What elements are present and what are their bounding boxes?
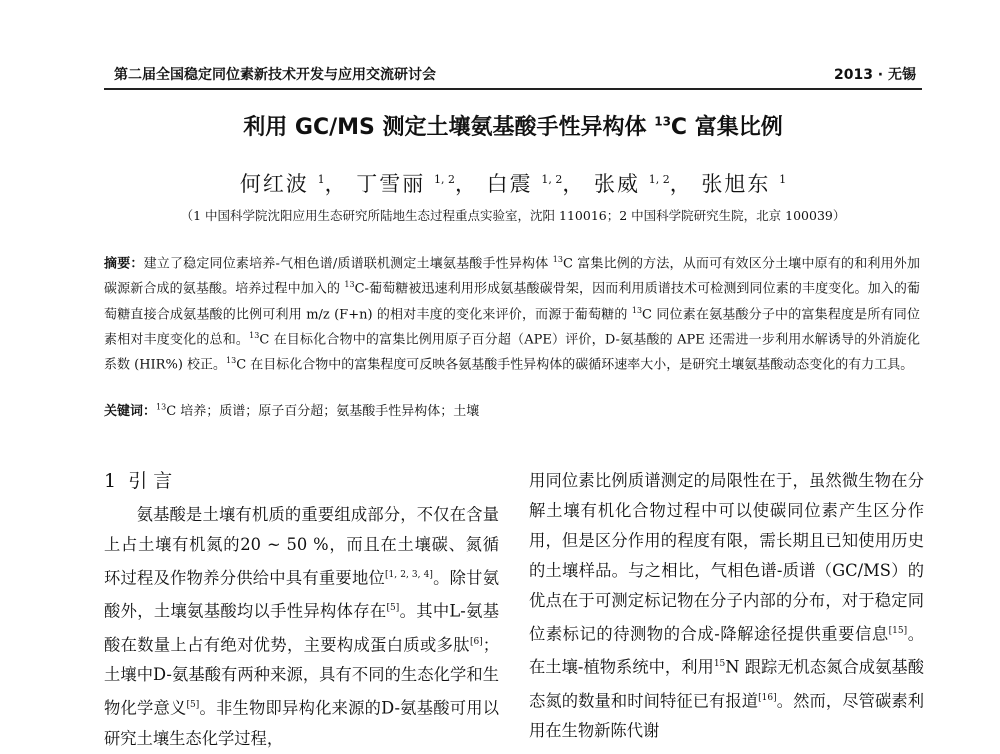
conference-name: 第二届全国稳定同位素新技术开发与应用交流研讨会 <box>114 67 436 83</box>
title-isotope-sup: 13 <box>654 114 671 129</box>
body-paragraph: 氨基酸是土壤有机质的重要组成部分，不仅在含量上占土壤有机氮的20 ~ 50 %，而且在土壤碳、氮循环过程及作物养分供给中具有重要地位[1, 2, 3, 4]。除甘氨酸外，土壤氨基酸均以手性异构体存在[5]。其中L-氨基酸在数量上占有绝对优势，主要构成蛋白质或多肽[6]；土壤中D-氨基酸有两种来源，具有不同的生态化学和生物化学意义[5]。非生物即异构化来源的D-氨基酸可用以研究土壤生态化学过程， <box>104 505 499 748</box>
running-header <box>104 60 922 90</box>
section-heading: 1 引 言 <box>104 470 173 492</box>
body-column-right <box>529 466 924 746</box>
title-part: 利用 GC/MS 测定土壤氨基酸手性异构体 <box>243 115 655 140</box>
title-part: C 富集比例 <box>670 115 783 140</box>
citation: [6] <box>469 636 483 647</box>
author: 张旭东 $^1$ <box>701 172 787 196</box>
author: 何红波 $^1$ <box>239 172 325 196</box>
body-column-left <box>104 466 499 754</box>
citation: [16] <box>758 692 777 703</box>
body-paragraph: 用同位素比例质谱测定的局限性在于，虽然微生物在分解土壤有机化合物过程中可以使碳同位素产生区分作用，但是区分作用的程度有限，需长期且已知使用历史的土壤样品。与之相比，气相色谱-质谱（GC/MS）的优点在于可测定标记物在分子内部的分布，对于稳定同位素标记的待测物的合成-降解途径提供重要信息[15]。在土壤-植物系统中，利用$^{15}$N 跟踪无机态氮合成氨基酸态氮的数量和时间特征已有报道[16]。然而，尽管碳素利用在生物新陈代谢 <box>529 471 924 741</box>
paper-title <box>104 110 922 141</box>
author-list: 何红波 $^1$， 丁雪丽 $^{1, 2}$， 白震 $^{1, 2}$， 张威 $^{1, 2}$， 张旭东 $^1$ <box>239 172 787 196</box>
citation: [15] <box>888 626 908 636</box>
citation: [5] <box>186 700 200 711</box>
abstract: 摘要：建立了稳定同位素培养-气相色谱/质谱联机测定土壤氨基酸手性异构体 $^{13}$C 富集比例的方法，从而可有效区分土壤中原有的和利用外加碳源新合成的氨基酸。培养过程中加入的 $^{13}$C-葡萄糖被迅速利用形成氨基酸碳骨架，因而利用质谱技术可检测到同位素的丰度变化。加入的葡萄糖直接合成氨基酸的比例可利用 m/z (F+n) 的相对丰度的变化来评价，而源于葡萄糖的 $^{13}$C 同位素在氨基酸分子中的富集程度是所有同位素相对丰度变化的总和。$^{13}$C 在目标化合物中的富集比例用原子百分超（APE）评价，D-氨基酸的 APE 还需进一步利用水解诱导的外消旋化系数 (HIR%) 校正。$^{13}$C 在目标化合物中的富集程度可反映各氨基酸手性异构体的碳循环速率大小，是研究土壤氨基酸动态变化的有力工具。 <box>104 255 920 373</box>
conference-date-place: 2013 · 无锡 <box>833 67 916 83</box>
citation: [5] <box>386 603 400 614</box>
author: 白震 $^{1, 2}$ <box>486 172 563 196</box>
author: 丁雪丽 $^{1, 2}$ <box>356 172 455 196</box>
abstract-label: 摘要： <box>104 256 144 272</box>
citation: [1, 2, 3, 4] <box>385 570 433 580</box>
affiliations: （1 中国科学院沈阳应用生态研究所陆地生态过程重点实验室，沈阳 110016；2 中国科学院研究生院，北京 100039） <box>180 208 846 223</box>
keywords-label: 关键词： <box>104 404 157 419</box>
keywords: 关键词：$^{13}$C 培养；质谱；原子百分超；氨基酸手性异构体；土壤 <box>104 402 480 419</box>
author: 张威 $^{1, 2}$ <box>594 172 670 196</box>
